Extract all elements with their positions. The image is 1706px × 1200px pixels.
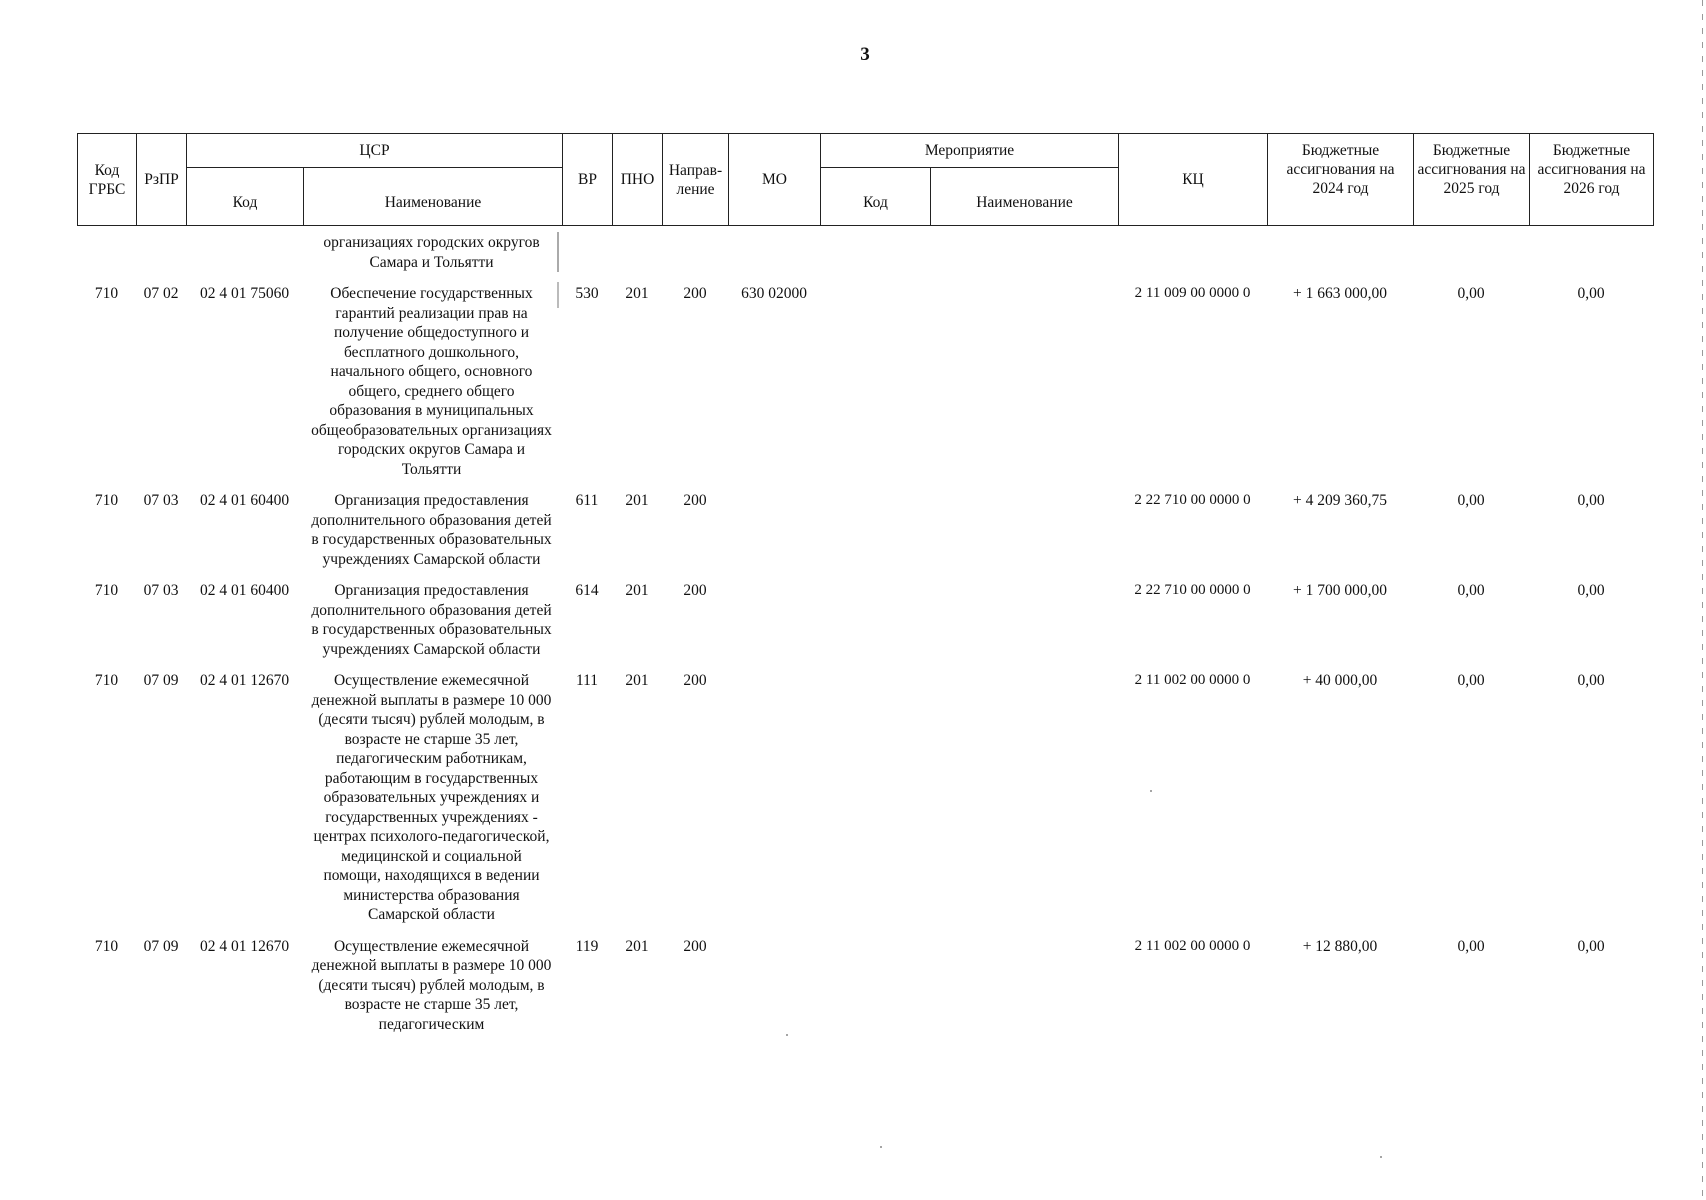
cell-napr: 200 bbox=[683, 672, 707, 689]
cell-budget-2025: 0,00 bbox=[1457, 672, 1485, 689]
cell-budget-2026: 0,00 bbox=[1577, 582, 1605, 599]
cell-budget-2025: 0,00 bbox=[1457, 492, 1485, 509]
cell-napr: 200 bbox=[683, 492, 707, 509]
cell-mer-kod bbox=[820, 569, 930, 659]
cell-grbs: 710 bbox=[94, 285, 119, 302]
cell-budget-2024: + 12 880,00 bbox=[1302, 937, 1378, 955]
table-row bbox=[77, 272, 1653, 479]
cell-budget-2026: 0,00 bbox=[1577, 285, 1605, 302]
cell-napr: 200 bbox=[683, 285, 707, 302]
scan-mark bbox=[557, 232, 559, 272]
header-vr: ВР bbox=[563, 134, 613, 226]
cell-rzpr: 07 09 bbox=[143, 937, 179, 955]
header-budget-2026: Бюджетные ассигнования на 2026 год bbox=[1530, 134, 1654, 226]
header-mer-name: Наименование bbox=[931, 168, 1119, 226]
scan-dot bbox=[1150, 790, 1152, 792]
cell-mer-kod bbox=[820, 272, 930, 479]
header-rzpr: РзПР bbox=[137, 134, 187, 226]
cell-mer-name bbox=[930, 925, 1118, 1035]
cell-budget-2026: 0,00 bbox=[1577, 937, 1605, 955]
cell-budget-2024: + 1 700 000,00 bbox=[1293, 582, 1387, 599]
cell-kc: 2 11 009 00 0000 0 bbox=[1134, 285, 1251, 301]
cell-mo bbox=[728, 479, 820, 569]
table-row bbox=[77, 569, 1653, 659]
table-row bbox=[77, 479, 1653, 569]
cell-rzpr: 07 03 bbox=[143, 492, 179, 509]
cell-name: Организация предоставления дополнительного образования детей в государственных образовательных учреждениях Самарской области bbox=[311, 582, 552, 658]
cell-napr: 200 bbox=[683, 582, 707, 599]
header-kod-grbs: Код ГРБС bbox=[78, 134, 137, 226]
cell-mer-kod bbox=[820, 479, 930, 569]
cell-mo: 630 02000 bbox=[741, 285, 807, 302]
header-csr: ЦСР bbox=[187, 134, 563, 168]
cell-pno: 201 bbox=[625, 937, 649, 955]
cell-mer-name bbox=[930, 569, 1118, 659]
page-number: 3 bbox=[860, 44, 870, 65]
cell-pno: 201 bbox=[625, 672, 649, 689]
header-csr-name: Наименование bbox=[304, 168, 563, 226]
cell-mo bbox=[728, 925, 820, 1035]
scan-edge bbox=[1702, 0, 1703, 1200]
header-kc: КЦ bbox=[1119, 134, 1268, 226]
cell-vr: 530 bbox=[575, 285, 599, 302]
cell-name: Обеспечение государственных гарантий реализации прав на получение общедоступного и бесплатного дошкольного, начального общего, основного общего, среднего общего образования в муниципальных общеобразовательных организациях городских округов Самара и Тольятти bbox=[311, 285, 552, 478]
cell-grbs: 710 bbox=[94, 582, 119, 599]
header-meropriyatie: Мероприятие bbox=[821, 134, 1119, 168]
table-header bbox=[77, 133, 1654, 226]
cell-csr-kod: 02 4 01 12670 bbox=[199, 937, 290, 955]
scan-dot bbox=[786, 1034, 788, 1036]
cell-budget-2026: 0,00 bbox=[1577, 672, 1605, 689]
cell-rzpr: 07 09 bbox=[143, 672, 179, 689]
cell-mo bbox=[728, 659, 820, 925]
header-pno: ПНО bbox=[613, 134, 663, 226]
cell-name: Осуществление ежемесячной денежной выплаты в размере 10 000 (десяти тысяч) рублей молодым, в возрасте не старше 35 лет, педагогическим bbox=[311, 937, 552, 1033]
cell-budget-2024: + 1 663 000,00 bbox=[1293, 285, 1387, 302]
cell-grbs: 710 bbox=[94, 672, 119, 689]
cell-mer-name bbox=[930, 272, 1118, 479]
cell-grbs: 710 bbox=[94, 492, 119, 509]
cell-mer-kod bbox=[820, 925, 930, 1035]
scan-dot bbox=[1380, 1156, 1382, 1158]
cell-name: Организация предоставления дополнительного образования детей в государственных образовательных учреждениях Самарской области bbox=[311, 492, 552, 568]
header-budget-2025: Бюджетные ассигнования на 2025 год bbox=[1414, 134, 1530, 226]
table-body bbox=[77, 233, 1653, 1034]
cell-vr: 119 bbox=[575, 937, 599, 955]
cell-budget-2024: + 40 000,00 bbox=[1302, 672, 1378, 689]
cell-vr: 614 bbox=[575, 582, 599, 599]
cell-kc: 2 22 710 00 0000 0 bbox=[1134, 492, 1251, 508]
cell-rzpr: 07 03 bbox=[143, 582, 179, 599]
continuation-row bbox=[77, 233, 1653, 272]
cell-kc: 2 22 710 00 0000 0 bbox=[1134, 582, 1251, 598]
header-mer-kod: Код bbox=[821, 168, 931, 226]
cell-budget-2025: 0,00 bbox=[1457, 937, 1485, 955]
cell-vr: 111 bbox=[575, 672, 599, 689]
table-row bbox=[77, 925, 1653, 1035]
header-csr-kod: Код bbox=[187, 168, 304, 226]
table-row bbox=[77, 659, 1653, 925]
cell-csr-kod: 02 4 01 75060 bbox=[199, 285, 290, 302]
header-budget-2024: Бюджетные ассигнования на 2024 год bbox=[1268, 134, 1414, 226]
cell-budget-2026: 0,00 bbox=[1577, 492, 1605, 509]
cell-mer-name bbox=[930, 659, 1118, 925]
cell-napr: 200 bbox=[683, 937, 707, 955]
cell-budget-2024: + 4 209 360,75 bbox=[1293, 492, 1387, 509]
cell-pno: 201 bbox=[625, 285, 649, 302]
cell-csr-kod: 02 4 01 12670 bbox=[199, 672, 290, 689]
cell-csr-kod: 02 4 01 60400 bbox=[199, 582, 290, 599]
cell-rzpr: 07 02 bbox=[143, 285, 179, 302]
scan-mark bbox=[557, 282, 559, 308]
cell-kc: 2 11 002 00 0000 0 bbox=[1134, 672, 1251, 688]
cell-mer-name bbox=[930, 479, 1118, 569]
cell-kc: 2 11 002 00 0000 0 bbox=[1134, 937, 1251, 954]
cell-name: Осуществление ежемесячной денежной выплаты в размере 10 000 (десяти тысяч) рублей молодым, в возрасте не старше 35 лет, педагогическим работникам, работающим в государственных образовательных учреждениях и государственных учреждениях - центрах психолого-педагогической, медицинской и социальной помощи, находящихся в ведении министерства образования Самарской области bbox=[311, 672, 552, 923]
cell-csr-kod: 02 4 01 60400 bbox=[199, 492, 290, 509]
continuation-text: организациях городских округов Самара и Тольятти bbox=[323, 234, 540, 271]
cell-pno: 201 bbox=[625, 582, 649, 599]
cell-budget-2025: 0,00 bbox=[1457, 582, 1485, 599]
header-napravlenie: Направ-ление bbox=[663, 134, 729, 226]
header-mo: МО bbox=[729, 134, 821, 226]
cell-vr: 611 bbox=[575, 492, 599, 509]
cell-mer-kod bbox=[820, 659, 930, 925]
cell-pno: 201 bbox=[625, 492, 649, 509]
cell-budget-2025: 0,00 bbox=[1457, 285, 1485, 302]
cell-mo bbox=[728, 569, 820, 659]
scan-dot bbox=[880, 1146, 882, 1148]
cell-grbs: 710 bbox=[94, 937, 119, 955]
